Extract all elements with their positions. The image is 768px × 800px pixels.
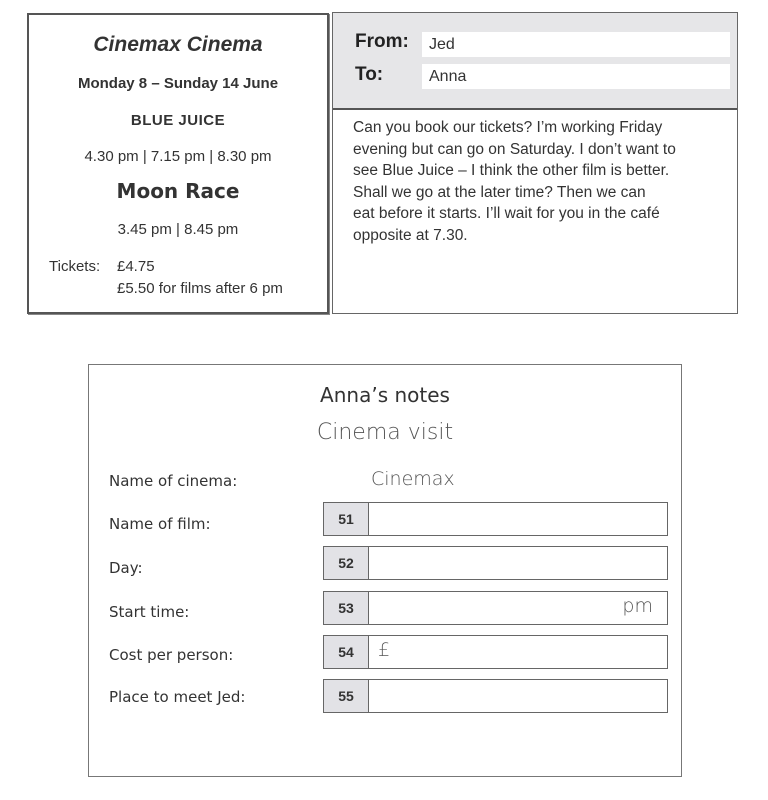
answer-51-field[interactable] bbox=[323, 502, 668, 536]
start-time-label: Start time: bbox=[109, 603, 190, 621]
question-number: 52 bbox=[324, 547, 369, 579]
notes-subtitle: Cinema visit bbox=[316, 420, 454, 445]
answer-53-field[interactable] bbox=[323, 591, 668, 625]
question-number: 51 bbox=[324, 503, 369, 535]
to-field: Anna bbox=[422, 64, 730, 89]
meeting-place-label: Place to meet Jed: bbox=[109, 688, 246, 706]
message-line: Can you book our tickets? I’m working Friday bbox=[353, 119, 663, 136]
cinema-title: Cinemax Cinema bbox=[93, 33, 263, 56]
day-label: Day: bbox=[109, 559, 143, 577]
answer-52-field[interactable] bbox=[323, 546, 668, 580]
ticket-price-evening: £5.50 for films after 6 pm bbox=[117, 280, 283, 297]
question-number: 53 bbox=[324, 592, 369, 624]
notes-title: Anna’s notes bbox=[320, 383, 450, 407]
question-number: 54 bbox=[324, 636, 369, 668]
from-label: From: bbox=[355, 31, 409, 52]
message-line: evening but can go on Saturday. I don’t want to bbox=[353, 140, 676, 158]
cinema-value: Cinemax bbox=[371, 468, 455, 490]
film-title: BLUE JUICE bbox=[130, 112, 226, 129]
date-range: Monday 8 – Sunday 14 June bbox=[77, 75, 279, 92]
from-field: Jed bbox=[422, 32, 730, 57]
cinema-poster bbox=[27, 13, 329, 314]
film-times: 3.45 pm | 8.45 pm bbox=[117, 221, 239, 238]
question-number: 55 bbox=[324, 680, 369, 712]
cinema-label: Name of cinema: bbox=[109, 472, 238, 490]
pound-prefix: £ bbox=[378, 639, 391, 661]
pm-suffix: pm bbox=[622, 595, 653, 617]
message-line: see Blue Juice – I think the other film is better. bbox=[353, 162, 670, 180]
message-body bbox=[353, 117, 733, 247]
message-line: opposite at 7.30. bbox=[353, 226, 468, 244]
message-header bbox=[333, 13, 737, 110]
message-line: Shall we go at the later time? Then we can bbox=[353, 183, 646, 201]
film-title: Moon Race bbox=[116, 179, 240, 203]
tickets-label: Tickets: bbox=[49, 258, 101, 275]
film-times: 4.30 pm | 7.15 pm | 8.30 pm bbox=[84, 148, 272, 165]
ticket-price: £4.75 bbox=[117, 258, 155, 275]
answer-55-field[interactable] bbox=[323, 679, 668, 713]
message-card bbox=[332, 12, 738, 314]
notes-form bbox=[88, 364, 682, 777]
message-line: eat before it starts. I’ll wait for you in the café bbox=[353, 205, 660, 223]
cost-label: Cost per person: bbox=[109, 646, 234, 664]
answer-54-field[interactable] bbox=[323, 635, 668, 669]
film-label: Name of film: bbox=[109, 515, 211, 533]
to-label: To: bbox=[355, 64, 384, 85]
